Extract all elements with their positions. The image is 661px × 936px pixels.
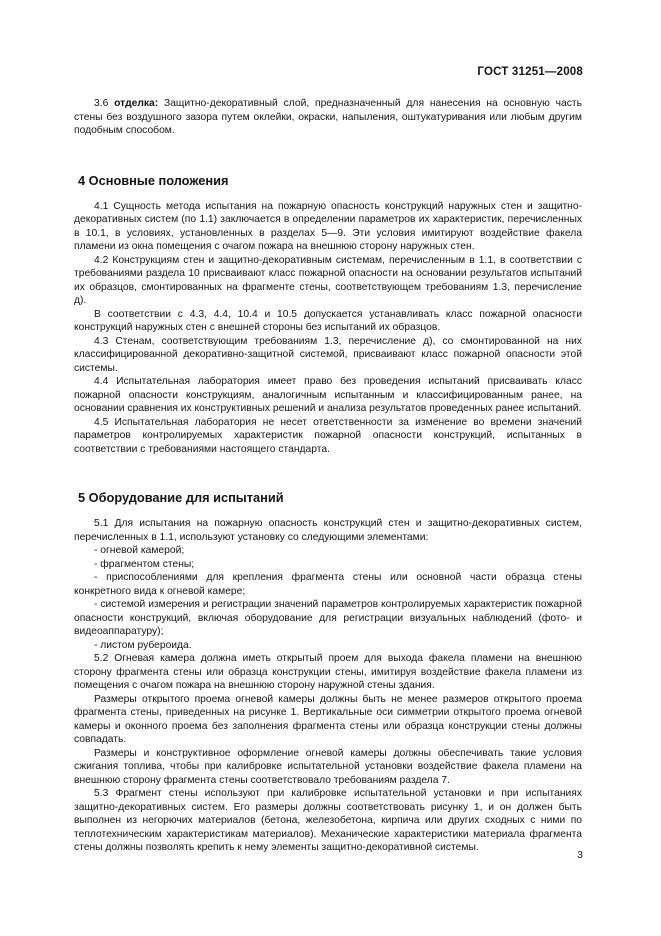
clause-4-4: 4.4 Испытательная лаборатория имеет право без проведения испытаний присваивать класс пожарной опасности конструкциям, аналогичным испытанным и классифицированным ранее, на основании сравнения их конструктивных решений и анализа результатов проведенных ранее испытаний.	[74, 376, 582, 414]
clause-3-6-text: Защитно-декоративный слой, предназначенный для нанесения на основную часть стены без воздушного зазора путем оклейки, окраски, напыления, оштукатуривания или любым другим подобным способом.	[74, 98, 582, 136]
page-number: 3	[577, 849, 583, 861]
list-item: - огневой камерой;	[94, 545, 185, 556]
section-4-heading: 4 Основные положения	[78, 172, 229, 188]
document-code: ГОСТ 31251—2008	[477, 66, 583, 78]
section-5-heading: 5 Оборудование для испытаний	[78, 490, 284, 505]
clause-3-6-number: 3.6	[94, 98, 109, 109]
list-item: - листом рубероида.	[94, 639, 192, 651]
clause-4-1: 4.1 Сущность метода испытания на пожарную опасность конструкций наружных стен и защитно-декоративных систем (по 1.1) заключается в определении параметров их характеристик, перечисленных в 10.1, в условиях, установленных в разделах 5—9. Эти условия имитируют воздействие факела пламени из окна помещения с очагом пожара на внешнюю сторону наружных стен.	[74, 200, 582, 252]
clause-4-2: 4.2 Конструкциям стен и защитно-декоративным системам, перечисленным в 1.1, в соответствии с требованиями раздела 10 присваивают класс пожарной опасности на основании результатов испытаний их образцов, смонтированных на фрагменте стены, соответствующем требованиям 1.3, перечисление д).	[74, 254, 582, 306]
list-item: - фрагментом стены;	[94, 558, 195, 570]
clause-5-1: 5.1 Для испытания на пожарную опасность конструкций стен и защитно-декоративных систем, перечисленных в 1.1, используют установку со следующими элементами:	[74, 518, 582, 543]
list-item: - системой измерения и регистрации значений параметров контролируемых характеристик пожарной опасности конструкций, включая оборудование для регистрации визуальных наблюдений (фото- и видеоаппаратуру);	[74, 599, 582, 637]
clause-3-6-term: отделка:	[114, 98, 159, 109]
clause-3-6	[74, 97, 582, 138]
clause-5-2: 5.2 Огневая камера должна иметь открытый проем для выхода факела пламени на внешнюю сторону фрагмента стены или образца конструкции стены, имитируя воздействие факела пламени из помещения с очагом пожара на внешнюю сторону наружной стены здания.	[74, 653, 582, 691]
clause-5-3: 5.3 Фрагмент стены используют при калибровке испытательной установки и при испытаниях защитно-декоративных систем. Его размеры должны соответствовать рисунку 1, и он должен быть выполнен из негорючих материалов (бетона, железобетона, кирпича или других сходных с ними по теплотехническим характеристикам материалов). Механические характеристики материала фрагмента стены должны позволять крепить к нему элементы защитно-декоративной системы.	[74, 788, 582, 853]
clause-4-2-note: В соответствии с 4.3, 4.4, 10.4 и 10.5 допускается устанавливать класс пожарной опасности конструкций наружных стен с внешней стороны без испытаний их образцов.	[74, 308, 582, 333]
clause-5-2-size: Размеры открытого проема огневой камеры должны быть не менее размеров открытого проема фрагмента стены, приведенных на рисунке 1. Вертикальные оси симметрии открытого проема огневой камеры и оконного проема без заполнения фрагмента стены или образца конструкции стены должны совпадать.	[74, 693, 582, 745]
page-content	[74, 97, 582, 855]
list-item: - приспособлениями для крепления фрагмента стены или основной части образца стены конкретного вида к огневой камере;	[74, 572, 582, 597]
clause-4-3: 4.3 Стенам, соответствующим требованиям 1.3, перечисление д), со смонтированной на них классифицированной декоративно-защитной системой, присваивают класс пожарной опасности этой системы.	[74, 335, 582, 374]
clause-4-5: 4.5 Испытательная лаборатория не несет ответственности за изменение во времени значений параметров контролируемых характеристик пожарной опасности конструкций, испытанных в соответствии с требованиями настоящего стандарта.	[74, 416, 582, 455]
clause-5-2-design: Размеры и конструктивное оформление огневой камеры должны обеспечивать такие условия сжигания топлива, чтобы при калибровке испытательной установки воздействие факела пламени на внешнюю сторону фрагмента стены соответствовало требованиям раздела 7.	[74, 747, 582, 786]
